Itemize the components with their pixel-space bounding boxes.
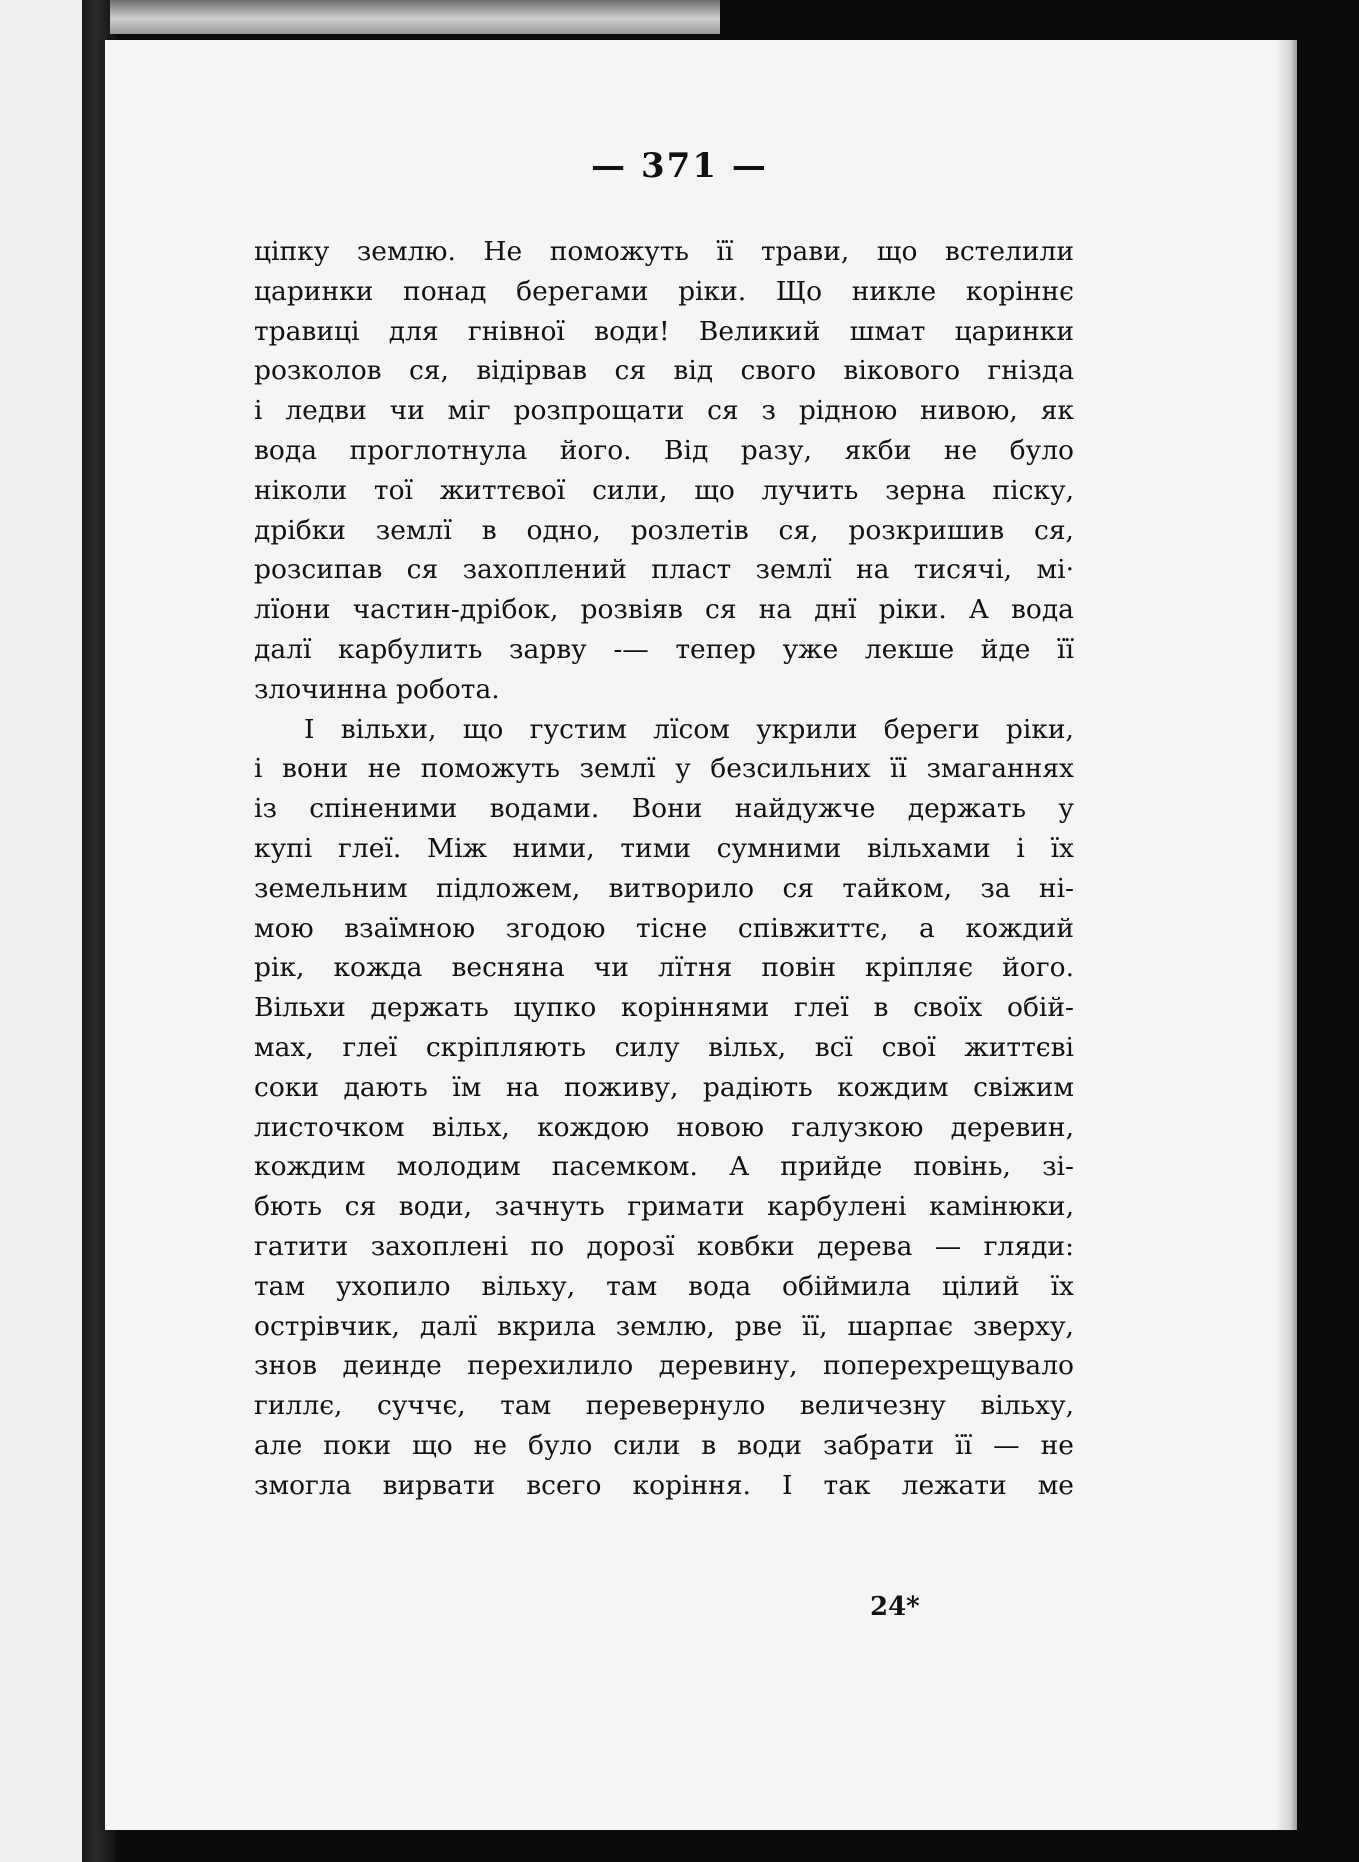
page-edge-shadow (1275, 40, 1297, 1830)
text-line: острівчик, далї вкрила землю, рве її, шарпає зверху, (254, 1310, 1074, 1342)
printer-signature-mark: 24* (870, 1592, 920, 1622)
body-text (254, 232, 1074, 1506)
text-line: і ледви чи міг розпрощати ся з рідною нивою, як (254, 395, 1074, 427)
text-line: бють ся води, зачнуть гримати карбулені камінюки, (254, 1191, 1074, 1223)
text-line: розсипав ся захоплений пласт землї на тисячі, мі· (254, 554, 1074, 586)
text-line: знов деинде перехилило деревину, поперехрещувало (254, 1350, 1074, 1382)
text-line: дрібки землї в одно, розлетів ся, розкришив ся, (254, 514, 1074, 546)
text-line: із спіненими водами. Вони найдужче держать у (254, 793, 1074, 825)
text-line: царинки понад берегами ріки. Що никле коріннє (254, 275, 1074, 307)
text-line: мою взаїмною згодою тісне співжиттє, а кождий (254, 912, 1074, 944)
text-line: змогла вирвати всего коріння. І так лежати ме (254, 1469, 1074, 1501)
text-line: соки дають їм на поживу, радіють кождим свіжим (254, 1071, 1074, 1103)
text-line: ціпку землю. Не поможуть її трави, що встелили (254, 236, 1074, 267)
text-line: злочинна робота. (254, 673, 500, 705)
text-line: земельним підложем, витворило ся тайком, за ні- (254, 872, 1074, 904)
text-line: рік, кожда весняна чи лїтня повін кріпляє його. (254, 952, 1074, 984)
text-line: ніколи тої життєвої сили, що лучить зерна піску, (254, 474, 1074, 506)
text-line: там ухопило вільху, там вода обіймила цілий їх (254, 1270, 1074, 1302)
page-number: — 371 — (591, 146, 768, 186)
text-line: листочком вільх, кождою новою галузкою деревин, (254, 1111, 1074, 1143)
text-line: І вільхи, що густим лїсом укрили береги ріки, (304, 713, 1074, 745)
text-line: кождим молодим пасемком. А прийде повінь, зі- (254, 1151, 1074, 1183)
text-line: вода проглотнула його. Від разу, якби не було (254, 434, 1074, 466)
text-line: гиллє, суччє, там перевернуло величезну вільху, (254, 1390, 1074, 1422)
text-line: лїони частин-дрібок, розвіяв ся на днї ріки. А вода (254, 594, 1074, 626)
scan-top-strip (110, 0, 720, 34)
text-line: але поки що не було сили в води забрати її — не (254, 1429, 1074, 1461)
text-line: Вільхи держать цупко коріннями глеї в своїх обій- (254, 992, 1074, 1024)
text-line: травиці для гнівної води! Великий шмат царинки (254, 315, 1074, 347)
text-line: гатити захоплені по дорозї ковбки дерева — гляди: (254, 1230, 1074, 1262)
text-line: мах, глеї скріпляють силу вільх, всї свої життєві (254, 1031, 1074, 1063)
text-line: купі глеї. Між ними, тими сумними вільхами і їх (254, 832, 1074, 864)
text-line: далї карбулить зарву -— тепер уже лекше йде її (254, 633, 1074, 665)
text-line: і вони не поможуть землї у безсильних її змаганнях (254, 753, 1074, 785)
text-line: розколов ся, відірвав ся від свого вікового гнізда (254, 355, 1074, 387)
